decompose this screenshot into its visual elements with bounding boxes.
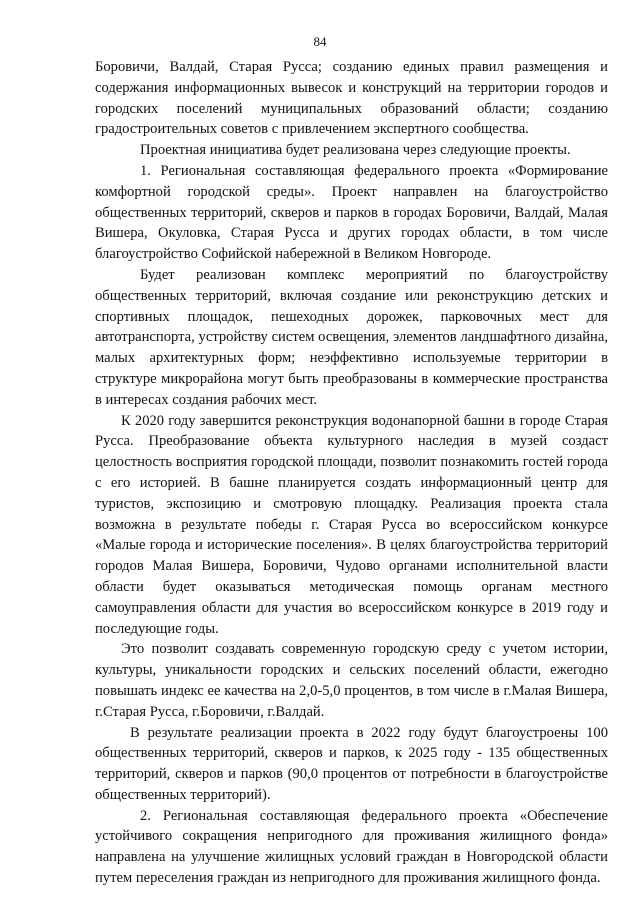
paragraph-4: Будет реализован комплекс мероприятий по благоустройству общественных территорий, включая создание или реконструкцию детских и спортивных площадок, пешеходных дорожек, парковочных мест для автотранспорта, устройству систем освещения, элементов ландшафтного дизайна, малых архитектурных форм; неэффективно используемые территории в структуре микрорайона могут быть преобразованы в коммерческие пространства в интересах создания рабочих мест. (95, 266, 608, 408)
body-text (95, 57, 608, 889)
paragraph-1: Боровичи, Валдай, Старая Русса; созданию единых правил размещения и содержания информационных вывесок и конструкций на территории городов и городских поселений муниципальных образований области; созданию градостроительных советов с привлечением экспертного сообщества. (95, 59, 608, 138)
paragraph-3: 1. Региональная составляющая федерального проекта «Формирование комфортной городской среды». Проект направлен на благоустройство общественных территорий, скверов и парков в городах Боровичи, Валдай, Малая Вишера, Окуловка, Старая Русса и других городах области, в том числе благоустройство Софийской набережной в Великом Новгороде. (95, 162, 608, 263)
paragraph-2: Проектная инициатива будет реализована через следующие проекты. (140, 142, 571, 159)
paragraph-6: Это позволит создавать современную городскую среду с учетом истории, культуры, уникальности городских и сельских поселений области, ежегодно повышать индекс ее качества на 2,0-5,0 процентов, в том числе в г.Малая Вишера, г.Старая Русса, г.Боровичи, г.Валдай. (95, 641, 608, 720)
paragraph-7: В результате реализации проекта в 2022 году будут благоустроены 100 общественных территорий, скверов и парков, к 2025 году - 135 общественных территорий, скверов и парков (90,0 процентов от потребности в благоустройстве общественных территорий). (95, 724, 608, 803)
page-number: 84 (313, 34, 327, 49)
paragraph-8: 2. Региональная составляющая федерального проекта «Обеспечение устойчивого сокращения непригодного для проживания жилищного фонда» направлена на улучшение жилищных условий граждан в Новгородской области путем переселения граждан из непригодного для проживания жилищного фонда. (95, 807, 608, 887)
paragraph-5: К 2020 году завершится реконструкция водонапорной башни в городе Старая Русса. Преобразование объекта культурного наследия в музей создаст целостность восприятия городской площади, позволит познакомить гостей города с его историей. В башне планируется создать информационный центр для туристов, экспозицию и смотровую площадку. Реализация проекта стала возможна в результате победы г. Старая Русса во всероссийском конкурсе «Малые города и исторические поселения». В целях благоустройства территорий городов Малая Вишера, Боровичи, Чудово органами исполнительной власти области будет оказываться методическая помощь органам местного самоуправления области для участия во всероссийском конкурсе в 2019 году и последующие годы. (95, 412, 608, 637)
